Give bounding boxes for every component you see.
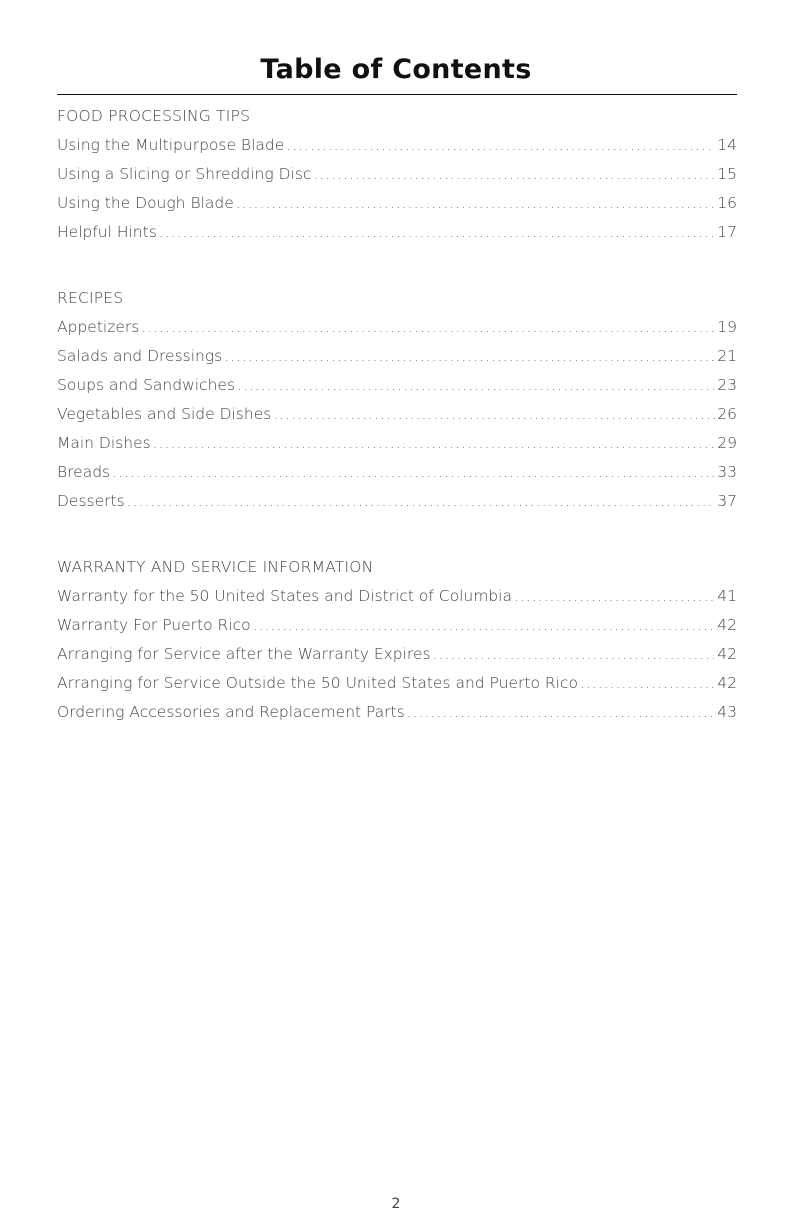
toc-entry-warranty-us[interactable] [57,582,737,611]
toc-entry-label: Appetizers [57,318,140,336]
toc-entry-label: Salads and Dressings [57,347,223,365]
toc-entry-page: 43 [717,703,737,721]
toc-entry-page: 29 [717,434,737,452]
toc-entry-label: Warranty for the 50 United States and District of Columbia [57,587,512,605]
toc-entry-page: 41 [717,587,737,605]
toc-entry-page: 15 [717,165,737,183]
toc-entry-label: Soups and Sandwiches [57,376,236,394]
toc-entry-page: 17 [717,223,737,241]
dot-leader [253,611,716,640]
toc-entry-ordering-accessories[interactable] [57,698,737,727]
dot-leader [313,160,715,189]
toc-entry-label: Vegetables and Side Dishes [57,405,272,423]
toc-entry-page: 23 [717,376,737,394]
toc-entry-soups[interactable] [57,371,737,400]
dot-leader [286,131,715,160]
dot-leader [153,429,716,458]
dot-leader [127,487,716,516]
toc-entry-page: 42 [717,645,737,663]
dot-leader [407,698,716,727]
toc-section-warranty [57,553,737,727]
toc-entry-page: 42 [717,674,737,692]
toc-entry-label: Ordering Accessories and Replacement Parts [57,703,405,721]
toc-entry-label: Breads [57,463,111,481]
toc-entry-label: Arranging for Service Outside the 50 United States and Puerto Rico [57,674,578,692]
toc-entry-page: 33 [717,463,737,481]
toc-entry-warranty-puerto-rico[interactable] [57,611,737,640]
toc-entry-vegetables[interactable] [57,400,737,429]
dot-leader [112,458,715,487]
section-heading: FOOD PROCESSING TIPS [57,107,251,125]
toc-entry-page: 42 [717,616,737,634]
dot-leader [273,400,715,429]
toc-entry-page: 37 [717,492,737,510]
toc-entry-main-dishes[interactable] [57,429,737,458]
toc-entry-dough-blade[interactable] [57,189,737,218]
toc-entry-label: Using the Dough Blade [57,194,234,212]
dot-leader [159,218,715,247]
toc-entry-label: Using the Multipurpose Blade [57,136,285,154]
toc-entry-page: 26 [717,405,737,423]
dot-leader [236,189,715,218]
toc-entry-service-outside-us[interactable] [57,669,737,698]
toc-entry-helpful-hints[interactable] [57,218,737,247]
section-heading: WARRANTY AND SERVICE INFORMATION [57,558,374,576]
page-title: Table of Contents [260,54,532,85]
toc-entry-page: 14 [717,136,737,154]
dot-leader [580,669,715,698]
toc-entry-label: Warranty For Puerto Rico [57,616,251,634]
toc-entry-page: 16 [717,194,737,212]
toc-entry-multipurpose-blade[interactable] [57,131,737,160]
toc-section-recipes [57,284,737,516]
toc-entry-page: 19 [717,318,737,336]
toc-section-food-processing-tips [57,102,737,247]
toc-entry-label: Desserts [57,492,125,510]
toc-entry-label: Using a Slicing or Shredding Disc [57,165,312,183]
dot-leader [433,640,716,669]
dot-leader [141,313,715,342]
toc-entry-appetizers[interactable] [57,313,737,342]
toc-entry-label: Arranging for Service after the Warranty Expires [57,645,431,663]
toc-entry-service-after-warranty[interactable] [57,640,737,669]
dot-leader [224,342,715,371]
toc-entry-salads[interactable] [57,342,737,371]
toc-entry-page: 21 [717,347,737,365]
dot-leader [237,371,715,400]
dot-leader [514,582,715,611]
page-number: 2 [391,1196,401,1212]
toc-entry-slicing-disc[interactable] [57,160,737,189]
toc-entry-label: Helpful Hints [57,223,157,241]
toc-entry-desserts[interactable] [57,487,737,516]
title-divider [57,94,737,95]
section-heading: RECIPES [57,289,124,307]
toc-entry-breads[interactable] [57,458,737,487]
toc-entry-label: Main Dishes [57,434,151,452]
